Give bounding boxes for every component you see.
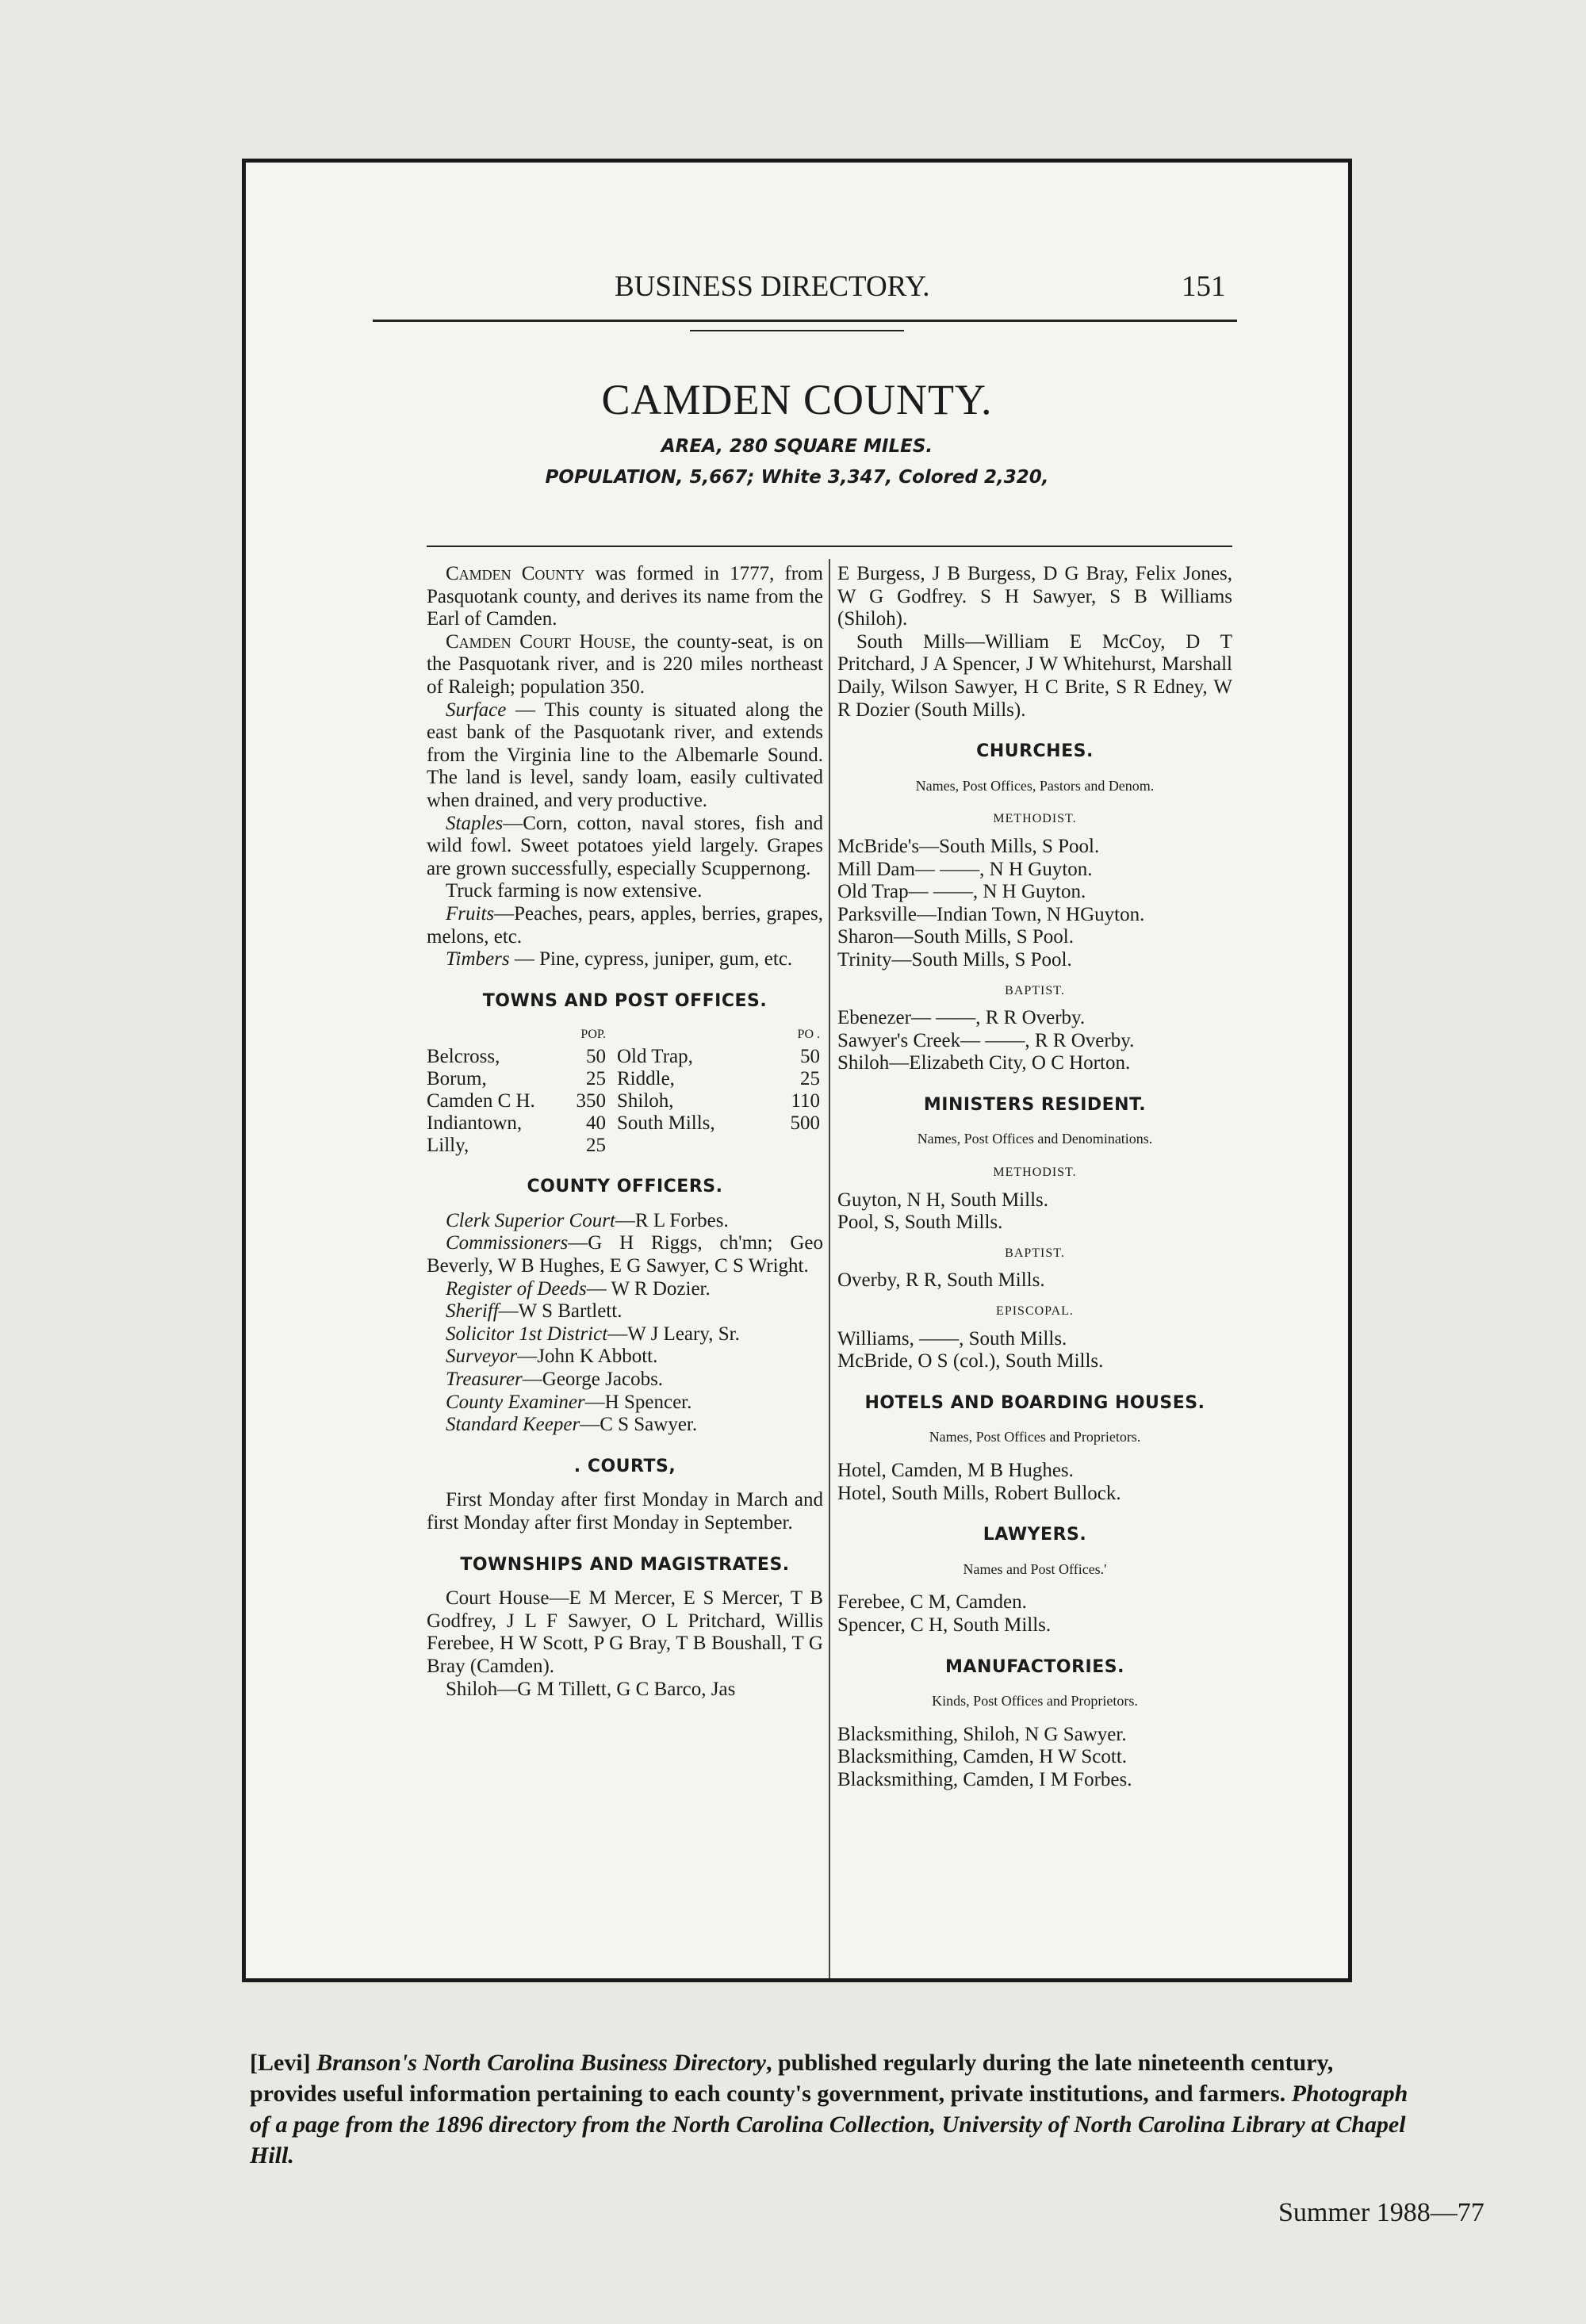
photo-caption: [Levi] Branson's North Carolina Business Directory, published regularly during the late nineteenth century, provides useful information pertaining to each county's government, private institutions, and farmers. Photograph of a page from the 1896 directory from the North Carolina Collection, University of North Carolina Library at Chapel Hill. — [250, 2050, 1408, 2169]
church-entry: Ebenezer— ——, R R Overby. — [837, 1007, 1086, 1029]
table-row: Indiantown, 40 South Mills, 500 — [427, 1112, 820, 1135]
officer-line: Sheriff—W S Bartlett. — [446, 1300, 623, 1323]
county-area: AREA, 280 SQUARE MILES. — [661, 436, 933, 457]
running-head-page-number: 151 — [1182, 270, 1226, 303]
church-entry: Parksville—Indian Town, N HGuyton. — [837, 903, 1145, 925]
minister-entry: Guyton, N H, South Mills. — [837, 1189, 1049, 1211]
ministers-heading: MINISTERS RESIDENT. — [923, 1094, 1147, 1115]
manufactory-entry: Blacksmithing, Camden, H W Scott. — [837, 1746, 1128, 1768]
church-entry: Shiloh—Elizabeth City, O C Horton. — [837, 1052, 1131, 1074]
intro-paragraph: Timbers — Pine, cypress, juniper, gum, etc. — [446, 948, 793, 971]
ministers-subheading: Names, Post Offices and Denominations. — [917, 1131, 1153, 1147]
hotels-subheading: Names, Post Offices and Proprietors. — [929, 1429, 1141, 1445]
churches-subheading: Names, Post Offices, Pastors and Denom. — [915, 777, 1155, 794]
intro-paragraph: Staples—Corn, cotton, naval stores, fish and wild fowl. Sweet potatoes yield largely. Grapes are grown successfully, especially Scuppernong. — [427, 812, 823, 879]
officer-line: Treasurer—George Jacobs. — [446, 1369, 664, 1391]
officer-line: Clerk Superior Court—R L Forbes. — [446, 1209, 729, 1231]
township-paragraph: Court House—E M Mercer, E S Mercer, T B Godfrey, J L F Sawyer, O L Pritchard, Willis Ferebee, H W Scott, P G Bray, T B Boushall, T G Bray (Camden). — [427, 1587, 823, 1677]
right-column — [837, 563, 1232, 1792]
minister-entry: McBride, O S (col.), South Mills. — [837, 1350, 1104, 1373]
table-row: Borum, 25 Riddle, 25 — [427, 1068, 820, 1090]
table-row: Camden C H. 350 Shiloh, 110 — [427, 1090, 820, 1112]
intro-paragraph: Truck farming is now extensive. — [446, 880, 703, 902]
show-through-left — [103, 151, 238, 2133]
township-paragraph: South Mills—William E McCoy, D T Pritchard, J A Spencer, J W Whitehurst, Marshall Daily, Wilson Sawyer, H C Brite, S R Edney, W R Dozier (South Mills). — [837, 630, 1232, 721]
show-through-right — [1348, 167, 1507, 2149]
church-entry: Sawyer's Creek— ——, R R Overby. — [837, 1029, 1135, 1051]
township-paragraph: E Burgess, J B Burgess, D G Bray, Felix Jones, W G Godfrey. S H Sawyer, S B Williams (Shiloh). — [837, 563, 1232, 630]
hotel-entry: Hotel, Camden, M B Hughes. — [837, 1460, 1074, 1481]
table-row: Belcross, 50 Old Trap, 50 — [427, 1046, 820, 1068]
county-population: POPULATION, 5,667; White 3,347, Colored 2,320, — [545, 467, 1049, 488]
denomination-label: EPISCOPAL. — [996, 1304, 1074, 1319]
churches-heading: CHURCHES. — [976, 741, 1094, 762]
lawyer-entry: Ferebee, C M, Camden. — [837, 1591, 1027, 1614]
county-title: CAMDEN COUNTY. — [601, 376, 993, 423]
officer-line: County Examiner—H Spencer. — [446, 1391, 692, 1413]
intro-paragraph: Surface — This county is situated along the east bank of the Pasquotank river, and extends from the Virginia line to the Albemarle Sound. The land is level, sandy loam, easily cultivated when drained, and very productive. — [427, 699, 823, 811]
denomination-label: METHODIST. — [993, 1166, 1077, 1180]
manufactory-entry: Blacksmithing, Shiloh, N G Sawyer. — [837, 1723, 1127, 1745]
running-head — [250, 270, 1344, 308]
courts-heading: . COURTS, — [573, 1456, 676, 1476]
lawyer-entry: Spencer, C H, South Mills. — [837, 1614, 1052, 1636]
church-entry: Sharon—South Mills, S Pool. — [837, 926, 1074, 948]
church-entry: McBride's—South Mills, S Pool. — [837, 835, 1100, 857]
officer-line: Commissioners—G H Riggs, ch'mn; Geo Beverly, W B Hughes, E G Sawyer, C S Wright. — [427, 1232, 823, 1277]
towns-heading: TOWNS AND POST OFFICES. — [482, 990, 768, 1011]
intro-paragraph: Camden Court House, the county-seat, is on the Pasquotank river, and is 220 miles northeast of Raleigh; population 350. — [427, 630, 823, 698]
towns-table — [427, 1024, 823, 1157]
officers-heading: COUNTY OFFICERS. — [527, 1177, 723, 1197]
lawyers-heading: LAWYERS. — [983, 1525, 1087, 1545]
page-folio: Summer 1988—77 — [1278, 2198, 1484, 2227]
head-rule — [373, 320, 1237, 322]
manufactories-subheading: Kinds, Post Offices and Proprietors. — [932, 1693, 1138, 1709]
table-row: Lilly, 25 — [427, 1135, 606, 1157]
townships-heading: TOWNSHIPS AND MAGISTRATES. — [460, 1554, 790, 1575]
pop-column-label: POP. — [580, 1028, 606, 1042]
church-entry: Old Trap— ——, N H Guyton. — [837, 881, 1086, 903]
officer-line: Register of Deeds— W R Dozier. — [446, 1277, 711, 1300]
column-divider — [829, 559, 830, 1978]
denomination-label: BAPTIST. — [1005, 1246, 1065, 1260]
manufactory-entry: Blacksmithing, Camden, I M Forbes. — [837, 1768, 1132, 1790]
courts-text: First Monday after first Monday in March and first Monday after first Monday in September. — [427, 1489, 823, 1533]
po-column-label: PO . — [797, 1028, 820, 1042]
column-top-rule — [427, 546, 1232, 547]
lawyers-subheading: Names and Post Offices.' — [963, 1560, 1107, 1577]
church-entry: Mill Dam— ——, N H Guyton. — [837, 858, 1093, 880]
left-column — [427, 563, 823, 1701]
directory-page-photo — [242, 159, 1352, 1982]
township-paragraph: Shiloh—G M Tillett, G C Barco, Jas — [446, 1678, 736, 1700]
hotels-heading: HOTELS AND BOARDING HOUSES. — [864, 1392, 1205, 1413]
denomination-label: BAPTIST. — [1005, 983, 1065, 997]
minister-entry: Pool, S, South Mills. — [837, 1212, 1003, 1234]
manufactories-heading: MANUFACTORIES. — [945, 1656, 1124, 1677]
intro-paragraph: Fruits—Peaches, pears, apples, berries, grapes, melons, etc. — [427, 902, 823, 948]
minister-entry: Overby, R R, South Mills. — [837, 1269, 1045, 1292]
head-rule-short — [690, 330, 904, 331]
minister-entry: Williams, ——, South Mills. — [837, 1327, 1067, 1350]
officer-line: Standard Keeper—C S Sawyer. — [446, 1414, 698, 1436]
church-entry: Trinity—South Mills, S Pool. — [837, 948, 1072, 971]
officer-line: Surveyor—John K Abbott. — [446, 1346, 658, 1368]
hotel-entry: Hotel, South Mills, Robert Bullock. — [837, 1482, 1121, 1504]
intro-paragraph: Camden County was formed in 1777, from Pasquotank county, and derives its name from the Earl of Camden. — [427, 563, 823, 630]
denomination-label: METHODIST. — [993, 812, 1077, 826]
running-head-title: BUSINESS DIRECTORY. — [615, 270, 930, 303]
officer-line: Solicitor 1st District—W J Leary, Sr. — [446, 1323, 740, 1345]
